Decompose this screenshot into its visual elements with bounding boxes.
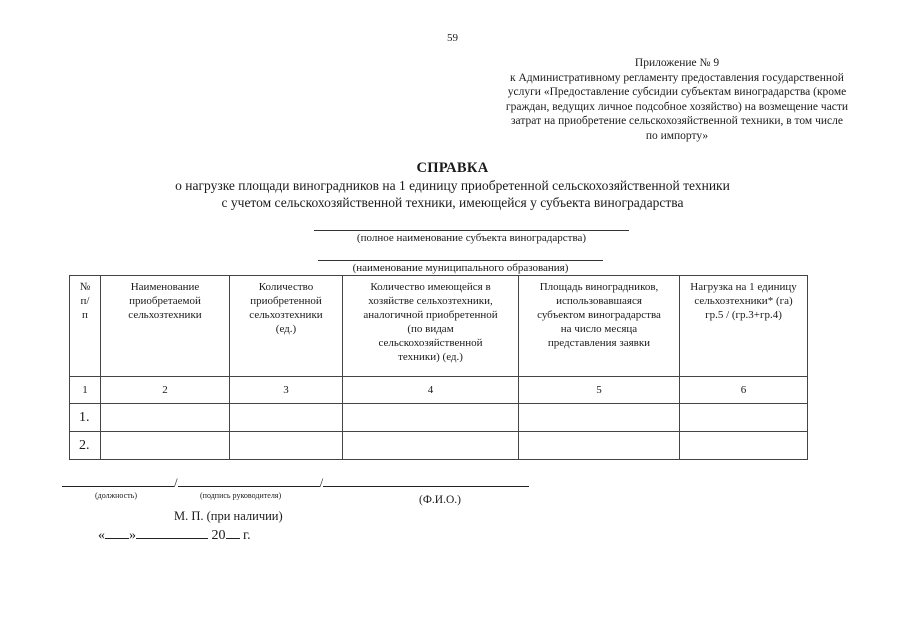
row-number: 1.	[70, 404, 101, 432]
table-row	[70, 432, 808, 460]
position-field[interactable]	[62, 474, 174, 487]
column-number: 6	[680, 377, 808, 404]
table-cell[interactable]	[343, 404, 519, 432]
table-cell[interactable]	[230, 432, 343, 460]
header-purchased-quantity: Количество приобретенной сельхозтехники (ед.)	[230, 276, 343, 377]
column-number: 3	[230, 377, 343, 404]
header-existing-quantity: Количество имеющейся в хозяйстве сельхозтехники, аналогичной приобретенной (по видам сельскохозяйственной техники) (ед.)	[343, 276, 519, 377]
signature-caption: (подпись руководителя)	[200, 491, 282, 500]
appendix-line: к Административному регламенту предоставления государственной	[510, 71, 844, 84]
table-cell[interactable]	[680, 432, 808, 460]
separator: /	[319, 475, 324, 490]
stamp-note: М. П. (при наличии)	[174, 509, 283, 523]
table-cell[interactable]	[680, 404, 808, 432]
date-day-field[interactable]	[105, 525, 129, 539]
subtitle-line-2: с учетом сельскохозяйственной техники, имеющейся у субъекта виноградарства	[221, 194, 684, 210]
table-cell[interactable]	[101, 404, 230, 432]
header-machinery-name: Наименование приобретаемой сельхозтехники	[101, 276, 230, 377]
appendix-line: граждан, ведущих личное подсобное хозяйство) на возмещение части	[505, 100, 849, 113]
date-year-field[interactable]	[226, 525, 240, 539]
date-close-quote: »	[129, 528, 136, 543]
subtitle-line-1: о нагрузке площади виноградников на 1 единицу приобретенной сельскохозяйственной техники	[175, 178, 730, 193]
fio-caption: (Ф.И.О.)	[419, 494, 461, 506]
date-open-quote: «	[98, 528, 105, 543]
appendix-line: Приложение № 9	[634, 57, 720, 69]
table-cell[interactable]	[519, 432, 680, 460]
header-row-number: № п/ п	[70, 276, 101, 377]
date-year-prefix: 20	[211, 528, 226, 543]
vineyard-load-table	[69, 275, 808, 460]
column-number: 2	[101, 377, 230, 404]
column-number: 4	[343, 377, 519, 404]
page-number: 59	[447, 32, 458, 44]
date-line	[98, 525, 251, 544]
header-load-per-unit: Нагрузка на 1 единицу сельхозтехники* (га) гр.5 / (гр.3+гр.4)	[680, 276, 808, 377]
table-cell[interactable]	[101, 432, 230, 460]
signature-field[interactable]	[178, 474, 320, 487]
separator: /	[174, 475, 178, 490]
table-cell[interactable]	[343, 432, 519, 460]
table-cell[interactable]	[230, 404, 343, 432]
column-number-row	[70, 377, 808, 404]
date-year-suffix: г.	[239, 528, 251, 543]
appendix-heading	[472, 56, 882, 144]
header-vineyard-area: Площадь виноградников, использовавшаяся субъектом виноградарства на число месяца представления заявки	[519, 276, 680, 377]
appendix-line: по импорту»	[645, 129, 709, 142]
entity-name-field[interactable]	[314, 230, 629, 231]
document-title: СПРАВКА	[416, 160, 489, 176]
appendix-line: затрат на приобретение сельскохозяйственной техники, в том числе	[511, 115, 843, 128]
table-row	[70, 404, 808, 432]
entity-name-caption: (полное наименование субъекта виноградарства)	[356, 232, 587, 244]
fio-field[interactable]	[323, 474, 529, 487]
municipality-field[interactable]	[318, 260, 603, 261]
signature-line	[62, 474, 529, 491]
table-cell[interactable]	[519, 404, 680, 432]
appendix-line: услуги «Предоставление субсидии субъектам виноградарства (кроме	[507, 86, 847, 99]
table-header-row	[70, 276, 808, 377]
column-number: 1	[70, 377, 101, 404]
municipality-caption: (наименование муниципального образования)	[352, 262, 569, 274]
row-number: 2.	[70, 432, 101, 460]
date-month-field[interactable]	[136, 525, 208, 539]
column-number: 5	[519, 377, 680, 404]
position-caption: (должность)	[95, 491, 137, 500]
document-subtitle	[0, 178, 905, 211]
